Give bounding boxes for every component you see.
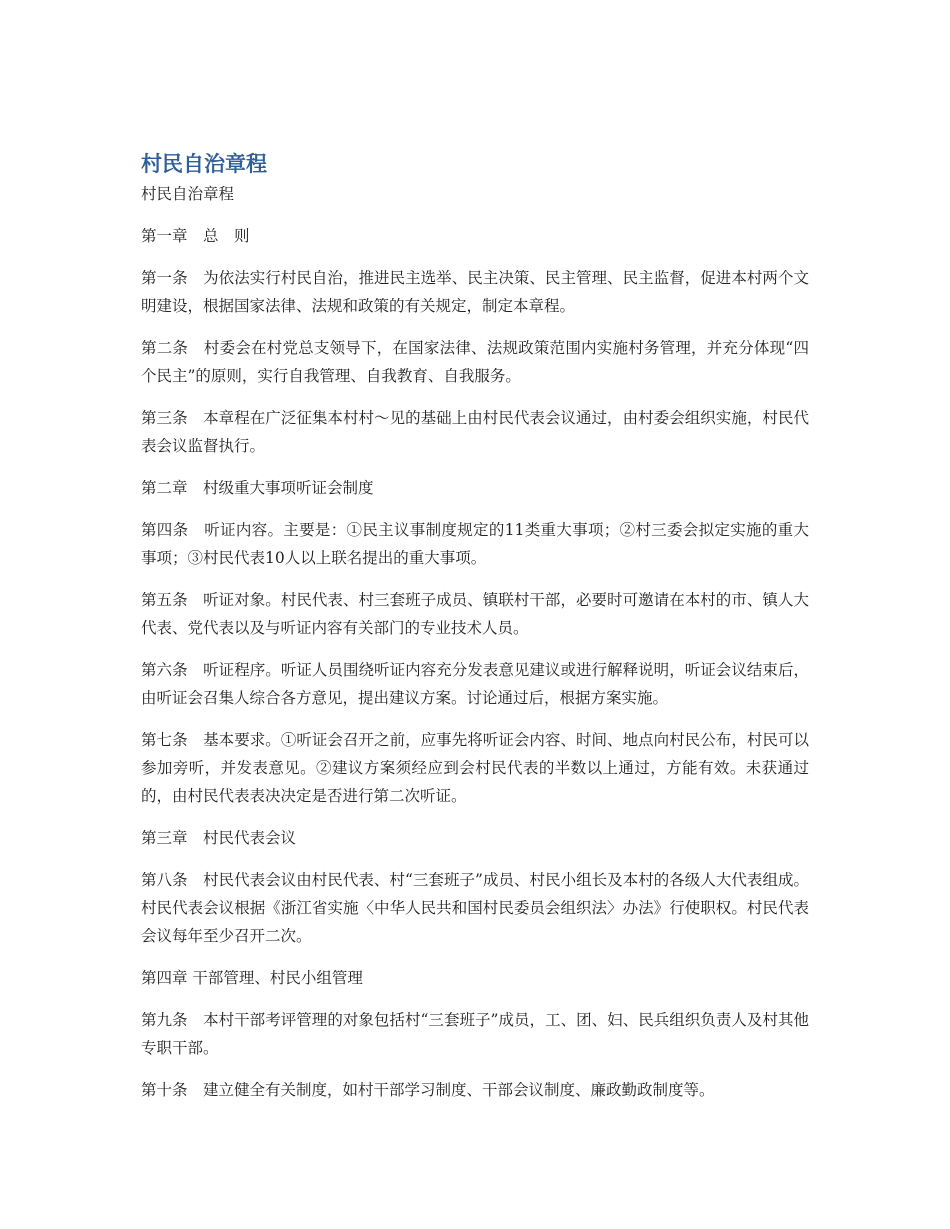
chapter-1-heading: 第一章 总 则 [141,227,250,245]
article-7: 第七条 基本要求。①听证会召开之前，应事先将听证会内容、时间、地点向村民公布，村民可以参加旁听，并发表意见。②建议方案须经应到会村民代表的半数以上通过，方能有效。未获通过的，由村民代表表决决定是否进行第二次听证。 [141,731,809,805]
document-subtitle: 村民自治章程 [141,185,235,203]
article-6: 第六条 听证程序。听证人员围绕听证内容充分发表意见建议或进行解释说明，听证会议结束后，由听证会召集人综合各方意见，提出建议方案。讨论通过后，根据方案实施。 [141,661,809,707]
chapter-4-heading: 第四章 干部管理、村民小组管理 [141,969,363,987]
chapter-2-heading: 第二章 村级重大事项听证会制度 [141,479,374,497]
document-title: 村民自治章程 [141,152,267,176]
article-5: 第五条 听证对象。村民代表、村三套班子成员、镇联村干部，必要时可邀请在本村的市、镇人大代表、党代表以及与听证内容有关部门的专业技术人员。 [141,591,809,637]
document-page [141,148,809,1118]
chapter-3-heading: 第三章 村民代表会议 [141,829,297,847]
article-2: 第二条 村委会在村党总支领导下，在国家法律、法规政策范围内实施村务管理，并充分体现“四个民主”的原则，实行自我管理、自我教育、自我服务。 [141,339,809,385]
article-9: 第九条 本村干部考评管理的对象包括村“三套班子”成员，工、团、妇、民兵组织负责人及村其他专职干部。 [141,1011,809,1057]
article-3: 第三条 本章程在广泛征集本村村～见的基础上由村民代表会议通过，由村委会组织实施，村民代表会议监督执行。 [141,409,809,455]
article-8: 第八条 村民代表会议由村民代表、村“三套班子”成员、村民小组长及本村的各级人大代表组成。村民代表会议根据《浙江省实施〈中华人民共和国村民委员会组织法〉办法》行使职权。村民代表会议每年至少召开二次。 [141,871,809,945]
article-1: 第一条 为依法实行村民自治，推进民主选举、民主决策、民主管理、民主监督，促进本村两个文明建设，根据国家法律、法规和政策的有关规定，制定本章程。 [141,269,809,315]
article-4: 第四条 听证内容。主要是：①民主议事制度规定的11类重大事项；②村三委会拟定实施的重大事项；③村民代表10人以上联名提出的重大事项。 [141,521,809,567]
article-10: 第十条 建立健全有关制度，如村干部学习制度、干部会议制度、廉政勤政制度等。 [141,1081,715,1099]
